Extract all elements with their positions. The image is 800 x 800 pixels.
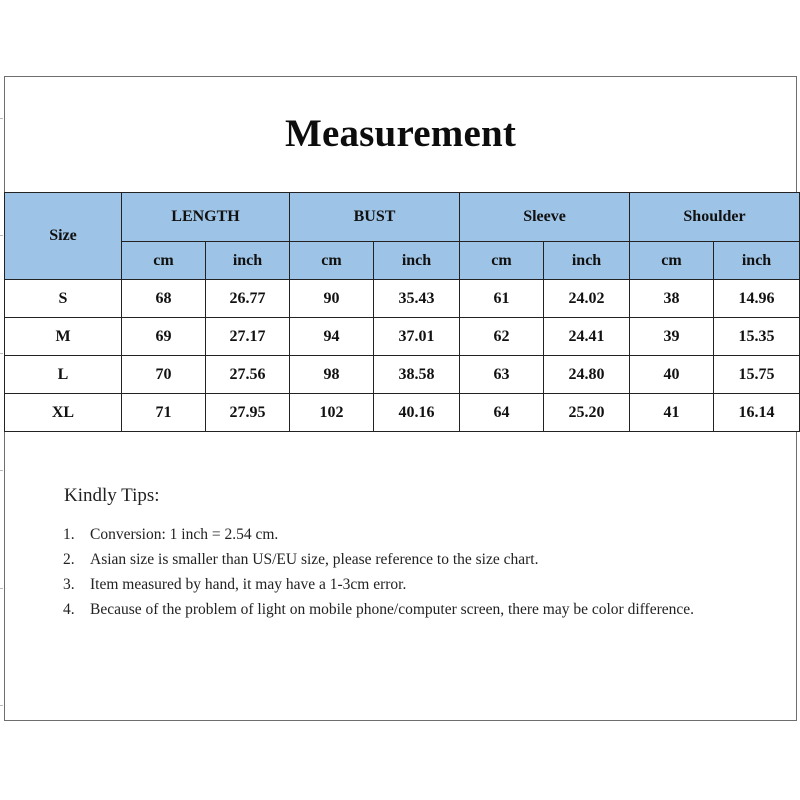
size-chart-table [4, 192, 800, 432]
unit-header: inch [714, 242, 800, 280]
table-cell: 24.80 [544, 356, 630, 394]
table-cell: 25.20 [544, 394, 630, 432]
tip-text: Conversion: 1 inch = 2.54 cm. [90, 526, 279, 543]
tips-title: Kindly Tips: [64, 485, 160, 506]
table-cell: 94 [290, 318, 374, 356]
size-cell: M [5, 318, 122, 356]
tip-text: Because of the problem of light on mobile phone/computer screen, there may be color difference. [90, 601, 694, 618]
unit-header: inch [206, 242, 290, 280]
table-cell: 102 [290, 394, 374, 432]
edge-mark [0, 235, 3, 236]
table-cell: 38 [630, 280, 714, 318]
column-group-shoulder: Shoulder [630, 193, 800, 242]
measurement-card [4, 76, 797, 721]
table-row [5, 318, 800, 356]
edge-mark [0, 470, 3, 471]
table-cell: 40 [630, 356, 714, 394]
table-cell: 68 [122, 280, 206, 318]
table-cell: 70 [122, 356, 206, 394]
table-cell: 71 [122, 394, 206, 432]
tip-item [63, 547, 703, 572]
table-cell: 15.75 [714, 356, 800, 394]
table-header-row [5, 193, 800, 242]
table-cell: 27.95 [206, 394, 290, 432]
table-row [5, 394, 800, 432]
table-cell: 27.56 [206, 356, 290, 394]
unit-header: inch [374, 242, 460, 280]
tip-text: Asian size is smaller than US/EU size, please reference to the size chart. [90, 551, 539, 568]
tips-list [63, 522, 703, 622]
table-cell: 62 [460, 318, 544, 356]
table-cell: 69 [122, 318, 206, 356]
table-cell: 39 [630, 318, 714, 356]
table-cell: 61 [460, 280, 544, 318]
table-cell: 24.41 [544, 318, 630, 356]
table-cell: 37.01 [374, 318, 460, 356]
tip-text: Item measured by hand, it may have a 1-3cm error. [90, 576, 407, 593]
tip-number: 4. [63, 601, 75, 618]
table-cell: 15.35 [714, 318, 800, 356]
table-unit-row [5, 242, 800, 280]
table-cell: 64 [460, 394, 544, 432]
table-row [5, 280, 800, 318]
table-cell: 41 [630, 394, 714, 432]
table-cell: 90 [290, 280, 374, 318]
table-cell: 14.96 [714, 280, 800, 318]
edge-mark [0, 705, 3, 706]
table-cell: 16.14 [714, 394, 800, 432]
tip-number: 2. [63, 551, 75, 568]
unit-header: cm [460, 242, 544, 280]
table-cell: 63 [460, 356, 544, 394]
column-group-bust: BUST [290, 193, 460, 242]
size-header: Size [5, 193, 122, 280]
tip-number: 3. [63, 576, 75, 593]
tip-number: 1. [63, 526, 75, 543]
column-group-sleeve: Sleeve [460, 193, 630, 242]
table-cell: 24.02 [544, 280, 630, 318]
table-cell: 35.43 [374, 280, 460, 318]
size-cell: XL [5, 394, 122, 432]
unit-header: cm [122, 242, 206, 280]
size-cell: L [5, 356, 122, 394]
unit-header: cm [290, 242, 374, 280]
edge-mark [0, 353, 3, 354]
table-row [5, 356, 800, 394]
tip-item [63, 572, 703, 597]
table-cell: 38.58 [374, 356, 460, 394]
table-cell: 26.77 [206, 280, 290, 318]
edge-mark [0, 118, 3, 119]
tip-item [63, 522, 703, 547]
column-group-length: LENGTH [122, 193, 290, 242]
table-cell: 98 [290, 356, 374, 394]
edge-mark [0, 588, 3, 589]
unit-header: cm [630, 242, 714, 280]
table-cell: 40.16 [374, 394, 460, 432]
page-title: Measurement [284, 112, 517, 155]
table-cell: 27.17 [206, 318, 290, 356]
size-cell: S [5, 280, 122, 318]
tip-item [63, 597, 703, 622]
unit-header: inch [544, 242, 630, 280]
